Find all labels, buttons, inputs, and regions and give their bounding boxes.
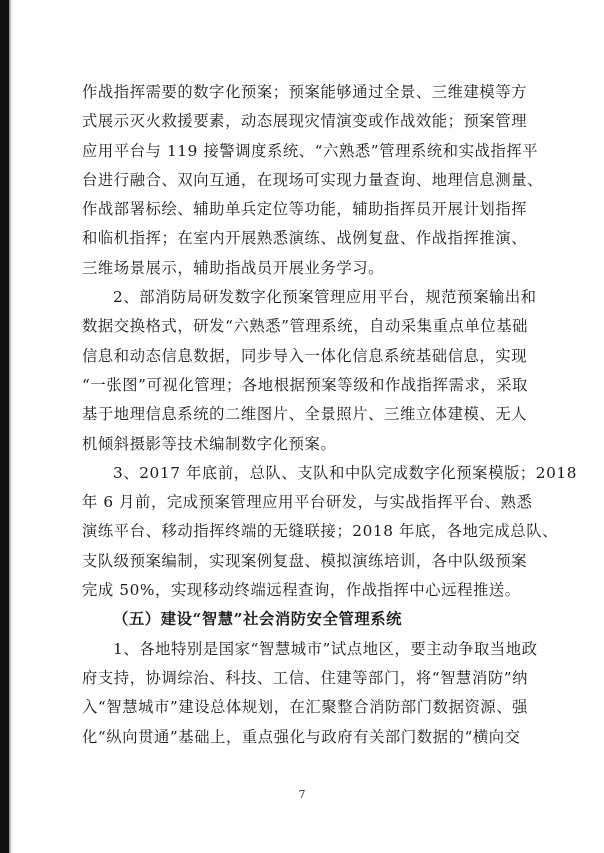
binding-shadow: [9, 0, 12, 853]
paragraph-start: 2、部消防局研发数字化预案管理应用平台，规范预案输出和: [113, 288, 537, 307]
text-line: 基于地理信息系统的二维图片、全景照片、三维立体建模、无人: [82, 405, 528, 424]
text-line: 年 6 月前，完成预案管理应用平台研发，与实战指挥平台、熟悉: [82, 493, 533, 512]
text-line: 作战指挥需要的数字化预案；预案能够通过全景、三维建模等方: [82, 83, 528, 101]
page-number: 7: [298, 788, 306, 801]
body-text: [82, 78, 578, 752]
paragraph-start: 3、2017 年底前，总队、支队和中队完成数字化预案模版；2018: [113, 463, 578, 482]
text-line: 式展示灭火救援要素，动态展现灾情演变或作战效能；预案管理: [82, 112, 528, 131]
binding-edge: [0, 0, 9, 853]
text-line: 作战部署标绘、辅助单兵定位等功能，辅助指挥员开展计划指挥: [82, 200, 528, 219]
text-line: 入“智慧城市”建设总体规划，在汇聚整合消防部门数据资源、强: [82, 698, 529, 717]
text-line: 三维场景展示，辅助指战员开展业务学习。: [82, 258, 385, 277]
text-line: 机倾斜摄影等技术编制数字化预案。: [82, 434, 337, 453]
text-line: 应用平台与 119 接警调度系统、“六熟悉”管理系统和实战指挥平: [82, 141, 539, 160]
text-line: 数据交换格式，研发“六熟悉”管理系统，自动采集重点单位基础: [82, 317, 529, 336]
text-line: 化“纵向贯通”基础上，重点强化与政府有关部门数据的“横向交: [82, 727, 521, 746]
text-line: 府支持，协调综治、科技、工信、住建等部门，将“智慧消防”纳: [82, 668, 529, 687]
text-line: 信息和动态信息数据，同步导入一体化信息系统基础信息，实现: [82, 346, 528, 365]
section-heading: （五）建设“智慧”社会消防安全管理系统: [113, 610, 403, 629]
text-line: 支队级预案编制，实现案例复盘、模拟演练培训，各中队级预案: [82, 551, 528, 570]
text-line: “一张图”可视化管理；各地根据预案等级和作战指挥需求，采取: [82, 375, 529, 394]
paragraph-start: 1、各地特别是国家“智慧城市”试点地区，要主动争取当地政: [113, 639, 538, 658]
text-line: 完成 50%，实现移动终端远程查询，作战指挥中心远程推送。: [82, 581, 521, 600]
text-line: 演练平台、移动指挥终端的无缝联接；2018 年底，各地完成总队、: [82, 522, 559, 541]
text-line: 和临机指挥；在室内开展熟悉演练、战例复盘、作战指挥推演、: [82, 229, 528, 248]
text-line: 台进行融合、双向互通，在现场可实现力量查询、地理信息测量、: [82, 170, 544, 189]
